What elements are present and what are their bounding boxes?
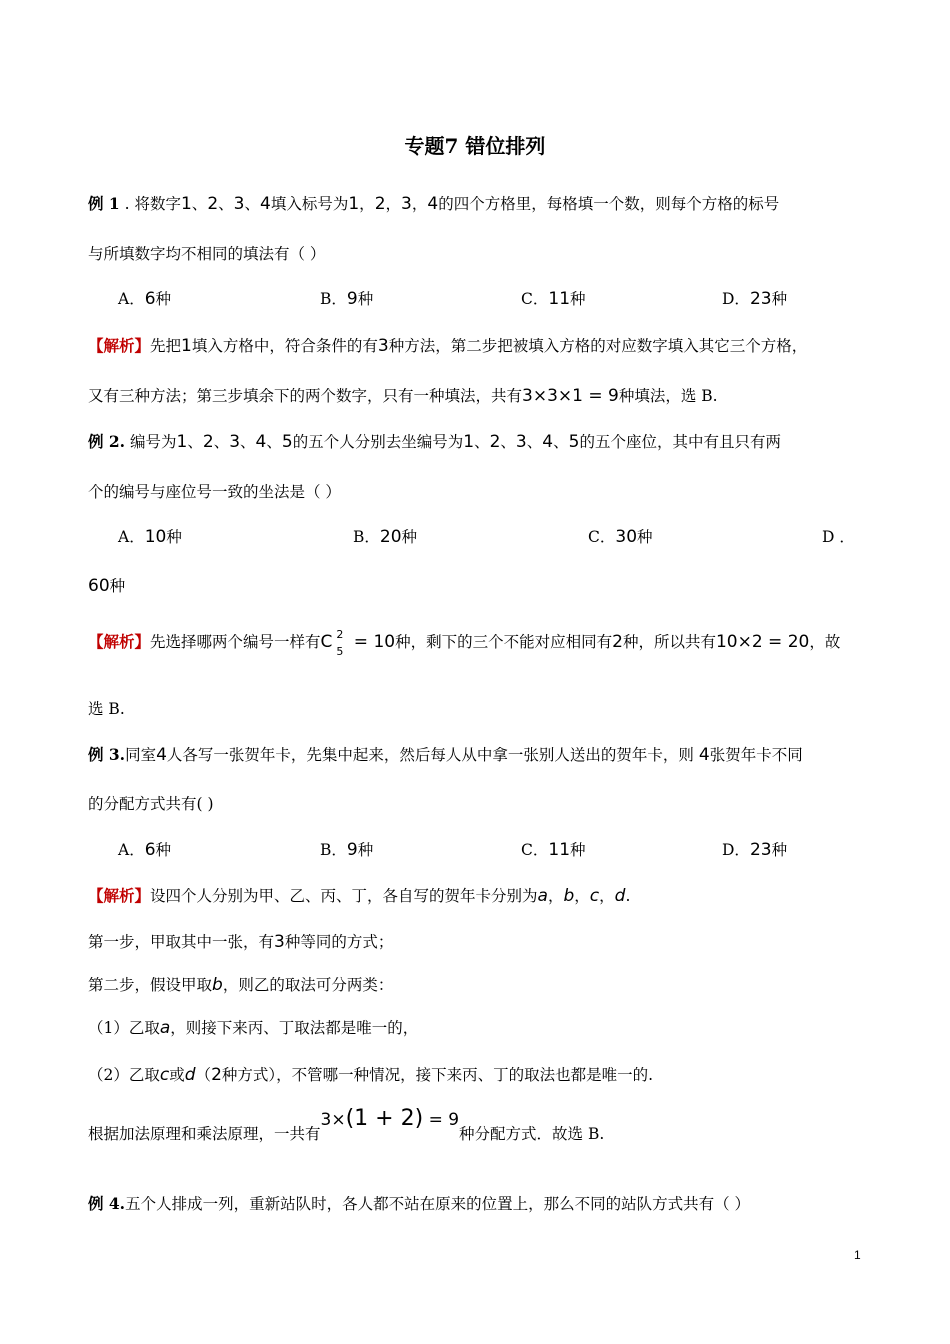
ex1-label: 例 1 <box>88 194 120 213</box>
page-title: 专题7 错位排列 <box>404 134 546 158</box>
analysis-label: 【解析】 <box>88 336 151 355</box>
ex3-option-d[interactable]: D．23种 <box>722 840 788 860</box>
ex4-line1: 例 4.五个人排成一列，重新站队时，各人都不站在原来的位置上，那么不同的站队方式共有（ ） <box>88 1194 751 1213</box>
ex3-option-a[interactable]: A．6种 <box>118 840 172 860</box>
ex3-step2: 第二步，假设甲取b，则乙的取法可分两类： <box>88 975 394 995</box>
ex2-label: 例 2. <box>88 432 126 451</box>
ex1-option-d[interactable]: D．23种 <box>722 289 788 309</box>
page-number: 1 <box>854 1248 861 1262</box>
ex2-option-d-value[interactable]: 60种 <box>88 576 126 596</box>
ex2-line1: 例 2. 编号为1、2、3、4、5的五个人分别去坐编号为1、2、3、4、5的五个座位，其中有且只有两 <box>88 432 781 452</box>
ex3-answer-line1: 【解析】设四个人分别为甲、乙、丙、丁，各自写的贺年卡分别为a，b，c，d. <box>88 886 631 906</box>
ex1-answer-line2: 又有三种方法；第三步填余下的两个数字，只有一种填法，共有3×3×1 = 9种填法，选 B. <box>88 386 718 406</box>
combination-indices: 2 5 <box>336 628 344 658</box>
ex2-option-a[interactable]: A．10种 <box>118 527 182 547</box>
ex3-line1: 例 3.同室4人各写一张贺年卡，先集中起来，然后每人从中拿一张别人送出的贺年卡，则 4张贺年卡不同 <box>88 745 803 765</box>
ex3-option-c[interactable]: C．11种 <box>521 840 586 860</box>
ex2-answer-line2: 选 B. <box>88 700 125 718</box>
ex3-option-b[interactable]: B．9种 <box>320 840 374 860</box>
ex2-option-c[interactable]: C．30种 <box>588 527 653 547</box>
ex4-label: 例 4. <box>88 1194 126 1213</box>
ex3-case1: （1）乙取a，则接下来丙、丁取法都是唯一的， <box>88 1018 419 1038</box>
ex1-option-a[interactable]: A．6种 <box>118 289 172 309</box>
ex3-result: 根据加法原理和乘法原理，一共有3×(1 + 2) = 9种分配方式．故选 B. <box>88 1106 605 1143</box>
ex3-label: 例 3. <box>88 745 126 764</box>
ex1-answer-line1: 【解析】先把1填入方格中，符合条件的有3种方法，第二步把被填入方格的对应数字填入其它三个方格， <box>88 336 808 356</box>
ex1-option-b[interactable]: B．9种 <box>320 289 374 309</box>
ex3-case2: （2）乙取c或d（2种方式），不管哪一种情况，接下来丙、丁的取法也都是唯一的. <box>88 1065 654 1085</box>
ex2-option-d-letter[interactable]: D ． <box>822 528 855 546</box>
ex2-option-b[interactable]: B．20种 <box>353 527 418 547</box>
ex3-line2: 的分配方式共有( ) <box>88 795 214 813</box>
ex3-step1: 第一步，甲取其中一张，有3种等同的方式； <box>88 932 394 952</box>
ex2-line2: 个的编号与座位号一致的坐法是（ ） <box>88 483 341 501</box>
ex1-option-c[interactable]: C．11种 <box>521 289 586 309</box>
ex1-line2: 与所填数字均不相同的填法有（ ） <box>88 245 326 263</box>
ex2-answer-line1: 【解析】先选择哪两个编号一样有C 2 5 = 10种，剩下的三个不能对应相同有2种，所以共有10×2 = 20，故 <box>88 628 841 658</box>
ex1-line1: 例 1 . 将数字1、2、3、4填入标号为1，2，3，4的四个方格里，每格填一个数，则每个方格的标号 <box>88 194 780 214</box>
